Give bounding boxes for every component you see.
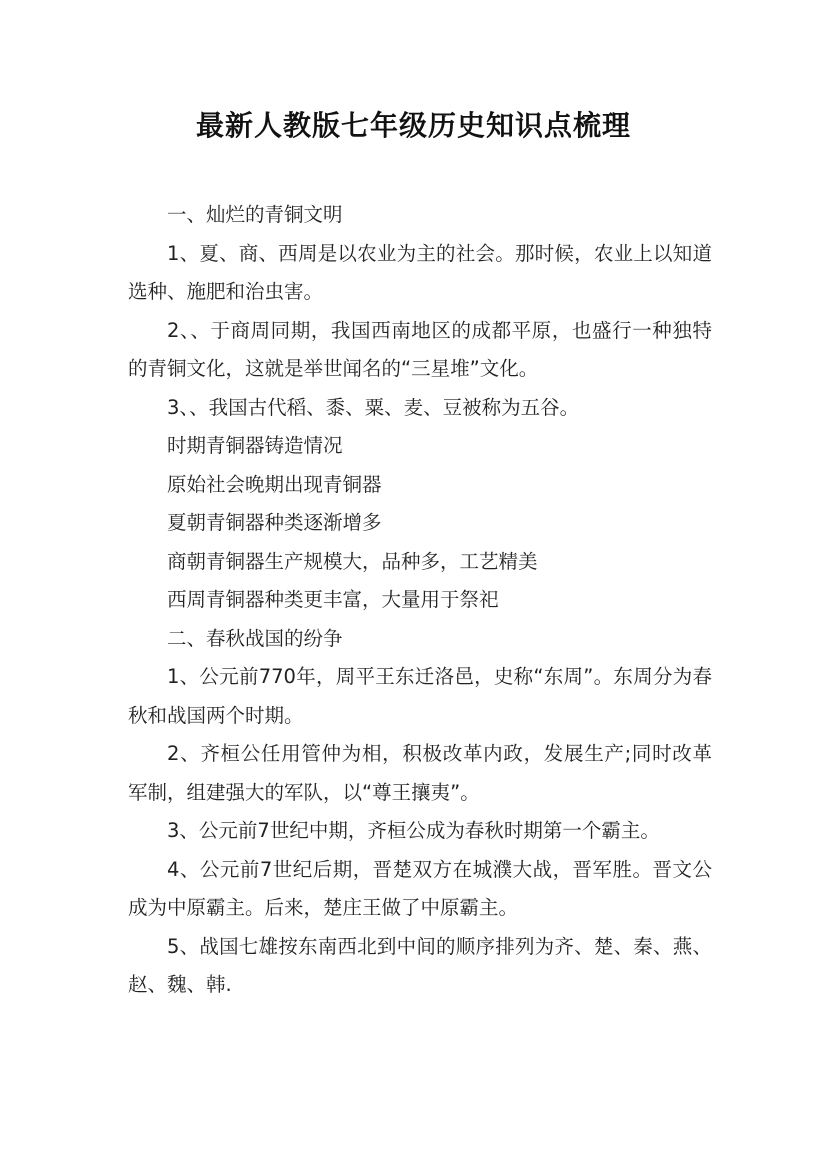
list-item: 夏朝青铜器种类逐渐增多 <box>167 511 382 534</box>
paragraph: 1、公元前770年，周平王东迁洛邑，史称“东周”。东周分为春秋和战国两个时期。 <box>128 665 712 727</box>
paragraph: 3、公元前7世纪中期，齐桓公成为春秋时期第一个霸主。 <box>167 819 660 842</box>
document-body <box>128 196 712 1005</box>
paragraph: 4、公元前7世纪后期，晋楚双方在城濮大战，晋军胜。晋文公成为中原霸主。后来，楚庄王做了中原霸主。 <box>128 857 712 919</box>
section-heading-bronze-civilization: 一、灿烂的青铜文明 <box>167 203 343 226</box>
list-item: 西周青铜器种类更丰富，大量用于祭祀 <box>167 588 499 611</box>
list-heading-bronze-casting: 时期青铜器铸造情况 <box>167 434 343 457</box>
list-item: 商朝青铜器生产规模大，品种多，工艺精美 <box>167 549 538 573</box>
paragraph: 2、齐桓公任用管仲为相，积极改革内政，发展生产;同时改革军制，组建强大的军队，以“尊王攘夷”。 <box>128 742 712 804</box>
paragraph: 1、夏、商、西周是以农业为主的社会。那时候，农业上以知道选种、施肥和治虫害。 <box>128 241 712 303</box>
paragraph: 2、、于商周同期，我国西南地区的成都平原，也盛行一种独特的青铜文化，这就是举世闻名的“三星堆”文化。 <box>128 318 712 380</box>
paragraph: 3、、我国古代稻、黍、粟、麦、豆被称为五谷。 <box>167 395 580 419</box>
paragraph: 5、战国七雄按东南西北到中间的顺序排列为齐、楚、秦、燕、赵、魏、韩. <box>128 934 712 996</box>
section-heading-spring-autumn: 二、春秋战国的纷争 <box>167 626 343 650</box>
list-item: 原始社会晚期出现青铜器 <box>167 472 382 496</box>
document-title: 最新人教版七年级历史知识点梳理 <box>195 109 631 142</box>
